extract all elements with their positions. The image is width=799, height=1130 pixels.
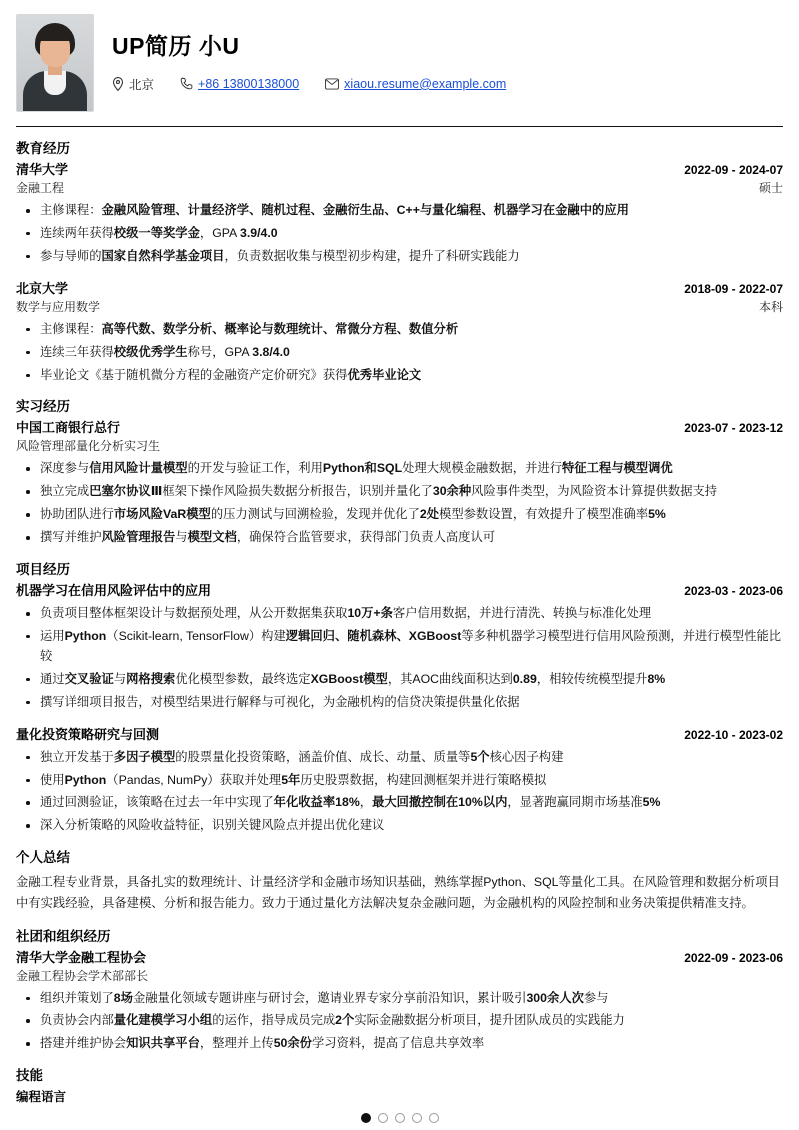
entry-header: [16, 947, 783, 966]
bullet-item: 深度参与信用风险计量模型的开发与验证工作，利用Python和SQL处理大规模金融数据，并进行特征工程与模型调优: [16, 459, 783, 479]
page-dot[interactable]: [412, 1113, 422, 1123]
phone-link[interactable]: +86 13800138000: [198, 76, 300, 91]
entry-degree: 本科: [758, 299, 783, 314]
skill-category-label: 编程语言: [16, 1090, 67, 1105]
location-item: [112, 75, 154, 93]
entry-date: 2023-07 - 2023-12: [684, 421, 783, 436]
entry-subtitle: 金融工程协会学术部部长: [16, 968, 149, 983]
resume-entry: [16, 947, 783, 1055]
avatar: [16, 14, 94, 112]
resume-entry: [16, 417, 783, 548]
bullet-item: 撰写并维护风险管理报告与模型文档，确保符合监管要求，获得部门负责人高度认可: [16, 528, 783, 548]
bullet-item: 独立完成巴塞尔协议Ⅲ框架下操作风险损失数据分析报告，识别并量化了30余种风险事件类型，为风险资本计算提供数据支持: [16, 482, 783, 502]
entry-title: 机器学习在信用风险评估中的应用: [16, 583, 212, 599]
resume-section: [16, 1064, 783, 1105]
entry-date: 2018-09 - 2022-07: [684, 281, 783, 296]
header-divider: [16, 126, 783, 127]
bullet-item: 负责项目整体框架设计与数据预处理，从公开数据集获取10万+条客户信用数据，并进行清洗、转换与标准化处理: [16, 604, 783, 624]
bullet-list: [16, 748, 783, 837]
section-title: 技能: [16, 1068, 43, 1084]
section-title: 社团和组织经历: [16, 928, 111, 944]
page-dot[interactable]: [429, 1113, 439, 1123]
page-dot[interactable]: [395, 1113, 405, 1123]
page-dot[interactable]: [361, 1113, 371, 1123]
bullet-list: [16, 989, 783, 1055]
entry-title: 清华大学: [16, 162, 69, 177]
page-dot[interactable]: [378, 1113, 388, 1123]
entry-header: [16, 580, 783, 599]
resume-entry: [16, 580, 783, 713]
resume-section: [16, 395, 783, 548]
entry-header: [16, 724, 783, 743]
bullet-item: 主修课程：金融风险管理、计量经济学、随机过程、金融衍生品、C++与量化编程、机器学习在金融中的应用: [16, 201, 783, 221]
location-pin-icon: [112, 77, 124, 91]
bullet-item: 组织并策划了8场金融量化领域专题讲座与研讨会，邀请业界专家分享前沿知识，累计吸引300余人次参与: [16, 989, 783, 1009]
section-title: 项目经历: [16, 562, 70, 578]
bullet-item: 通过交叉验证与网格搜索优化模型参数，最终选定XGBoost模型，其AOC曲线面积达到0.89，相较传统模型提升8%: [16, 670, 783, 690]
bullet-item: 毕业论文《基于随机微分方程的金融资产定价研究》获得优秀毕业论文: [16, 366, 783, 386]
bullet-item: 主修课程：高等代数、数学分析、概率论与数理统计、常微分方程、数值分析: [16, 320, 783, 340]
bullet-list: [16, 201, 783, 267]
resume-section: [16, 925, 783, 1055]
entry-header: [16, 278, 783, 297]
entry-subtitle-row: [16, 179, 783, 196]
entry-subtitle: 数学与应用数学: [16, 299, 101, 314]
section-title: 教育经历: [16, 141, 70, 156]
bullet-item: 搭建并维护协会知识共享平台，整理并上传50余份学习资料，提高了信息共享效率: [16, 1034, 783, 1054]
entry-title: 量化投资策略研究与回测: [16, 726, 160, 742]
resume-section: [16, 137, 783, 385]
bullet-list: [16, 459, 783, 548]
entry-title: 北京大学: [16, 280, 69, 296]
bullet-item: 连续三年获得校级优秀学生称号，GPA 3.8/4.0: [16, 343, 783, 363]
page-indicator[interactable]: [0, 1113, 799, 1123]
location-text: 北京: [129, 77, 155, 92]
entry-header: [16, 417, 783, 436]
entry-subtitle-row: [16, 437, 783, 454]
resume-entry: [16, 159, 783, 267]
resume-entry: [16, 278, 783, 386]
entry-date: 2022-10 - 2023-02: [684, 727, 783, 742]
bullet-item: 独立开发基于多因子模型的股票量化投资策略，涵盖价值、成长、动量、质量等5个核心因子构建: [16, 748, 783, 768]
resume-section: [16, 558, 783, 836]
bullet-item: 撰写详细项目报告，对模型结果进行解释与可视化，为金融机构的信贷决策提供量化依据: [16, 693, 783, 713]
bullet-item: 使用Python（Pandas, NumPy）获取并处理5年历史股票数据，构建回测框架并进行策略模拟: [16, 771, 783, 791]
resume-section: [16, 846, 783, 914]
email-item: [325, 77, 506, 91]
entry-subtitle: 风险管理部量化分析实习生: [16, 439, 161, 454]
bullet-item: 运用Python（Scikit-learn, TensorFlow）构建逻辑回归、随机森林、XGBoost等多种机器学习模型进行信用风险预测，并进行模型性能比较: [16, 627, 783, 667]
entry-title: 清华大学金融工程协会: [16, 949, 147, 965]
entry-subtitle-row: [16, 298, 783, 315]
bullet-item: 连续两年获得校级一等奖学金，GPA 3.9/4.0: [16, 224, 783, 244]
email-link[interactable]: xiaou.resume@example.com: [344, 76, 507, 91]
envelope-icon: [325, 78, 339, 90]
entry-header: [16, 159, 783, 178]
entry-degree: 硕士: [758, 181, 783, 195]
resume-entry: [16, 724, 783, 837]
sections-root: [16, 137, 783, 1105]
bullet-item: 协助团队进行市场风险VaR模型的压力测试与回溯检验，发现并优化了2处模型参数设置，有效提升了模型准确率5%: [16, 505, 783, 525]
entry-subtitle: 金融工程: [16, 181, 65, 195]
section-title: 个人总结: [16, 850, 70, 866]
phone-item: [180, 77, 299, 91]
entry-date: 2023-03 - 2023-06: [684, 584, 783, 599]
candidate-name: UP简历 小U: [112, 33, 240, 60]
entry-subtitle-row: [16, 967, 783, 984]
resume-header: [16, 14, 783, 126]
bullet-list: [16, 320, 783, 386]
bullet-item: 深入分析策略的风险收益特征，识别关键风险点并提出优化建议: [16, 816, 783, 836]
bullet-item: 参与导师的国家自然科学基金项目，负责数据收集与模型初步构建，提升了科研实践能力: [16, 247, 783, 267]
bullet-list: [16, 604, 783, 713]
entry-date: 2022-09 - 2023-06: [684, 950, 783, 965]
section-title: 实习经历: [16, 399, 70, 415]
entry-title: 中国工商银行总行: [16, 420, 121, 436]
entry-date: 2022-09 - 2024-07: [684, 163, 783, 177]
bullet-item: 通过回测验证，该策略在过去一年中实现了年化收益率18%，最大回撤控制在10%以内，显著跑赢同期市场基准5%: [16, 793, 783, 813]
phone-icon: [180, 77, 193, 90]
bullet-item: 负责协会内部量化建模学习小组的运作，指导成员完成2个实际金融数据分析项目，提升团队成员的实践能力: [16, 1011, 783, 1031]
contact-row: [112, 75, 783, 93]
summary-paragraph: 金融工程专业背景，具备扎实的数理统计、计量经济学和金融市场知识基础，熟练掌握Python、SQL等量化工具。在风险管理和数据分析项目中有实践经验，具备建模、分析和报告能力。致力于通过量化方法解决复杂金融问题，为金融机构的风险控制和业务决策提供精准支持。: [16, 875, 780, 911]
